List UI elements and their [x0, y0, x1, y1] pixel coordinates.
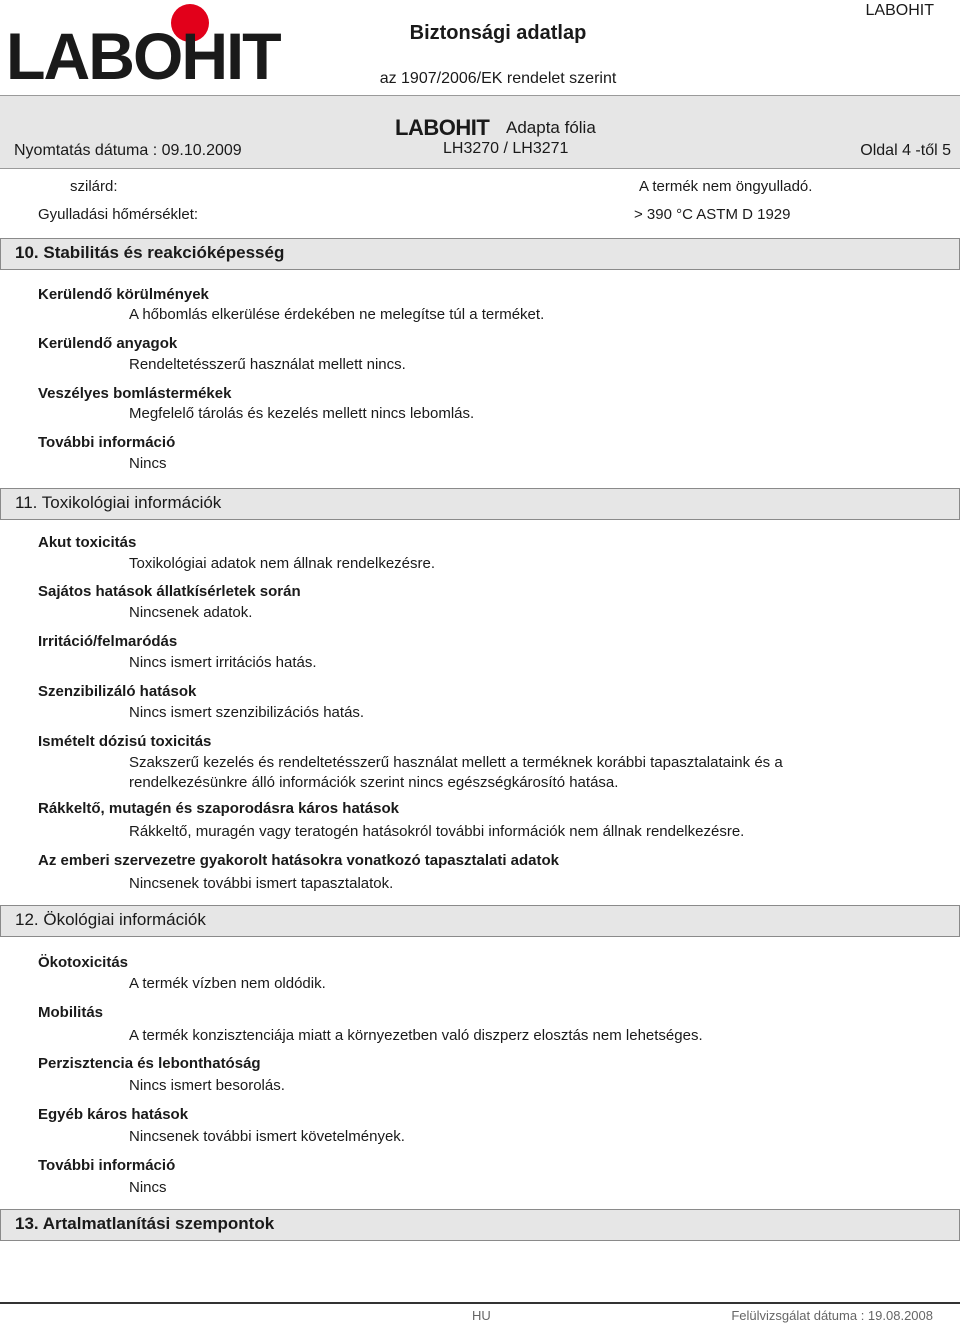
section-header-13: [0, 1209, 960, 1241]
subsection-heading: Mobilitás: [38, 1004, 104, 1021]
subsection-text: Megfelelő tárolás és kezelés mellett nincs lebomlás.: [129, 405, 475, 422]
subsection-heading: Egyéb káros hatások: [38, 1106, 189, 1123]
product-brand-logo: LABOHIT: [395, 115, 490, 140]
subsection-text: Nincsenek további ismert követelmények.: [129, 1128, 405, 1145]
document-subtitle: az 1907/2006/EK rendelet szerint: [379, 70, 617, 87]
subsection-heading: Perzisztencia és lebonthatóság: [38, 1055, 261, 1072]
subsection-text: A hőbomlás elkerülése érdekében ne melegítse túl a terméket.: [129, 306, 545, 323]
subsection-heading: Ismételt dózisú toxicitás: [38, 733, 212, 750]
subsection-heading: Kerülendő körülmények: [38, 286, 209, 303]
subsection-text: Nincsenek adatok.: [129, 604, 253, 621]
footer-language: HU: [472, 1308, 491, 1323]
subsection-text: Rendeltetésszerű használat mellett nincs.: [129, 356, 406, 373]
product-name: Adapta fólia: [506, 118, 596, 137]
property-label: Gyulladási hőmérséklet:: [38, 206, 199, 223]
brand-name-top: LABOHIT: [865, 2, 934, 19]
subsection-text: Szakszerű kezelés és rendeltetésszerű használat mellett a terméknek korábbi tapasztalataink és a rendelkezésünkre álló információk szerint nincs egészségkárosító hatása.: [129, 754, 783, 791]
subsection-text: Rákkeltő, muragén vagy teratogén hatásokról további információk nem állnak rendelkezésre.: [129, 823, 745, 840]
subsection-text: Nincs: [129, 1179, 167, 1196]
property-value: A termék nem öngyulladó.: [639, 178, 813, 195]
subsection-text: Nincs: [129, 455, 167, 472]
footer-divider: [0, 1302, 960, 1304]
subsection-text: Nincs ismert irritációs hatás.: [129, 654, 317, 671]
section-title: 10. Stabilitás és reakcióképesség: [15, 243, 285, 262]
subsection-heading: Kerülendő anyagok: [38, 335, 178, 352]
subsection-heading: Veszélyes bomlástermékek: [38, 385, 232, 402]
product-code: LH3270 / LH3271: [443, 140, 569, 157]
subsection-text: Nincs ismert besorolás.: [129, 1077, 285, 1094]
page-number: Oldal 4 -től 5: [860, 142, 951, 159]
subsection-heading: Irritáció/felmaródás: [38, 633, 178, 650]
subsection-text: Nincsenek további ismert tapasztalatok.: [129, 875, 394, 892]
section-header-11: [0, 488, 960, 520]
document-title: Biztonsági adatlap: [409, 22, 587, 44]
section-header-10: [0, 238, 960, 270]
section-title: 13. Artalmatlanítási szempontok: [15, 1214, 275, 1233]
subsection-heading: Ökotoxicitás: [38, 954, 129, 971]
section-header-12: [0, 905, 960, 937]
section-title: 12. Ökológiai információk: [15, 910, 206, 929]
subsection-heading: Szenzibilizáló hatások: [38, 683, 197, 700]
subsection-text: Nincs ismert szenzibilizációs hatás.: [129, 704, 365, 721]
property-label: szilárd:: [70, 178, 118, 195]
logo-text: LABOHIT: [6, 19, 280, 93]
subsection-text: A termék konzisztenciája miatt a környezetben való diszperz elosztás nem lehetséges.: [129, 1027, 703, 1044]
subsection-text: Toxikológiai adatok nem állnak rendelkezésre.: [129, 555, 436, 572]
property-value: > 390 °C ASTM D 1929: [634, 206, 791, 223]
print-date: Nyomtatás dátuma : 09.10.2009: [14, 142, 242, 159]
subsection-heading: Az emberi szervezetre gyakorolt hatásokra vonatkozó tapasztalati adatok: [38, 852, 560, 869]
subsection-heading: Rákkeltő, mutagén és szaporodásra káros hatások: [38, 800, 399, 817]
subsection-heading: További információ: [38, 434, 176, 451]
subsection-text: A termék vízben nem oldódik.: [129, 975, 326, 992]
subsection-heading: Sajátos hatások állatkísérletek során: [38, 583, 301, 600]
footer-revision-date: Felülvizsgálat dátuma : 19.08.2008: [731, 1308, 933, 1323]
section-title: 11. Toxikológiai információk: [15, 493, 222, 512]
subsection-heading: Akut toxicitás: [38, 534, 137, 551]
subsection-heading: További információ: [38, 1157, 176, 1174]
